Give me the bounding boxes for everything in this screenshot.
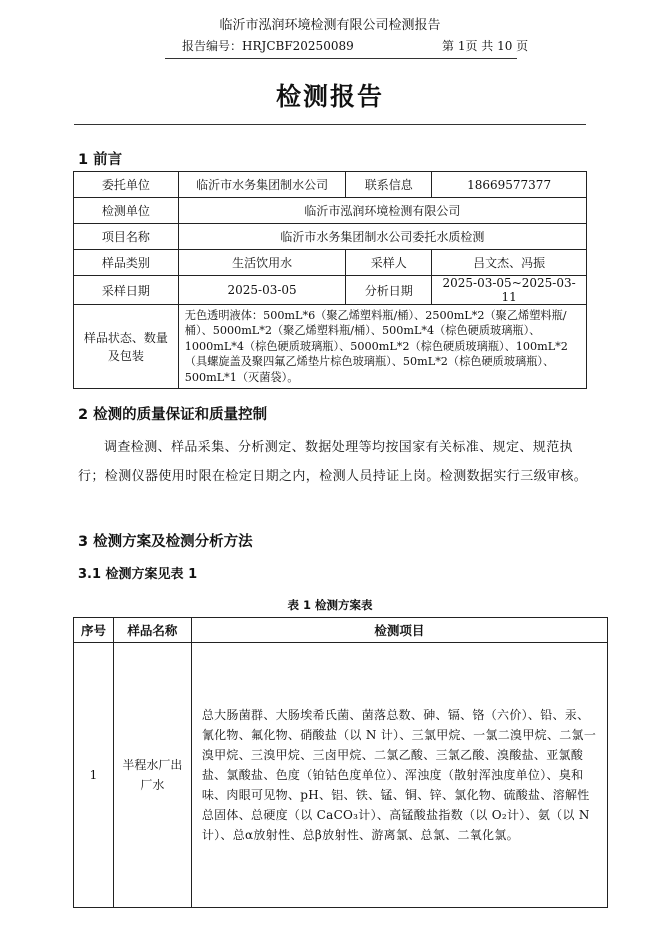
client-value: 临沂市水务集团制水公司: [178, 172, 346, 198]
table-row: [74, 305, 587, 389]
table-row: [74, 172, 587, 198]
contact-label: 联系信息: [346, 172, 432, 198]
section1-heading: 1 前言: [78, 152, 123, 168]
col-header-sample: 样品名称: [113, 618, 191, 643]
row-no: 1: [74, 643, 114, 908]
lab-label: 检测单位: [74, 198, 179, 224]
project-value: 临沂市水务集团制水公司委托水质检测: [178, 224, 586, 250]
sample-date-value: 2025-03-05: [178, 276, 346, 305]
packaging-value: 无色透明液体：500mL*6（聚乙烯塑料瓶/桶）、2500mL*2（聚乙烯塑料瓶/桶）、5000mL*2（聚乙烯塑料瓶/桶）、500mL*4（棕色硬质玻璃瓶）、1000mL*4（棕色硬质玻璃瓶）、5000mL*2（棕色硬质玻璃瓶）、100mL*2（具螺旋盖及聚四氟乙烯垫片棕色玻璃瓶）、50mL*2（棕色硬质玻璃瓶）、500mL*1（灭菌袋）。: [178, 305, 586, 389]
row-sample: 半程水厂出厂水: [113, 643, 191, 908]
client-label: 委托单位: [74, 172, 179, 198]
sample-date-label: 采样日期: [74, 276, 179, 305]
table-row: [74, 224, 587, 250]
report-header-company: 临沂市泓润环境检测有限公司检测报告: [219, 18, 441, 33]
packaging-label: 样品状态、数量及包装: [74, 305, 179, 389]
report-number-label: 报告编号：: [182, 39, 243, 53]
page-info: 第 1页 共 10 页: [442, 39, 529, 53]
table-row: [74, 643, 608, 908]
sampler-value: 吕文杰、冯振: [432, 250, 587, 276]
table-row: [74, 198, 587, 224]
section2-heading: 2 检测的质量保证和质量控制: [78, 407, 268, 423]
category-value: 生活饮用水: [178, 250, 346, 276]
header-divider: [165, 58, 517, 59]
title-divider: [74, 124, 586, 125]
analysis-date-label: 分析日期: [346, 276, 432, 305]
section2-paragraph: 调查检测、样品采集、分析测定、数据处理等均按国家有关标准、规定、规范执行；检测仪器使用时限在检定日期之内，检测人员持证上岗。检测数据实行三级审核。: [78, 440, 588, 484]
category-label: 样品类别: [74, 250, 179, 276]
table-row: [74, 276, 587, 305]
contact-value: 18669577377: [432, 172, 587, 198]
table-caption: 表 1 检测方案表: [287, 598, 373, 612]
project-label: 项目名称: [74, 224, 179, 250]
analysis-date-value: 2025-03-05~2025-03-11: [432, 276, 587, 305]
table-row: [74, 250, 587, 276]
plan-table: [73, 617, 608, 908]
report-number: [182, 37, 354, 54]
row-items: 总大肠菌群、大肠埃希氏菌、菌落总数、砷、镉、铬（六价）、铅、汞、氰化物、氟化物、硝酸盐（以 N 计）、三氯甲烷、一氯二溴甲烷、二氯一溴甲烷、三溴甲烷、三卤甲烷、二氯乙酸、三氯乙酸、溴酸盐、亚氯酸盐、氯酸盐、色度（铂钴色度单位）、浑浊度（散射浑浊度单位）、臭和味、肉眼可见物、pH、铝、铁、锰、铜、锌、氯化物、硫酸盐、溶解性总固体、总硬度（以 CaCO₃计）、高锰酸盐指数（以 O₂计）、氨（以 N 计）、总α放射性、总β放射性、游离氯、总氯、二氧化氯。: [191, 643, 607, 908]
lab-value: 临沂市泓润环境检测有限公司: [178, 198, 586, 224]
sampler-label: 采样人: [346, 250, 432, 276]
section3-heading: 3 检测方案及检测分析方法: [78, 534, 253, 550]
report-number-value: HRJCBF20250089: [242, 39, 354, 53]
info-table: [73, 171, 587, 389]
section3-1-heading: 3.1 检测方案见表 1: [78, 567, 198, 582]
table-header-row: [74, 618, 608, 643]
document-title: 检测报告: [275, 82, 384, 111]
col-header-no: 序号: [74, 618, 114, 643]
col-header-items: 检测项目: [191, 618, 607, 643]
